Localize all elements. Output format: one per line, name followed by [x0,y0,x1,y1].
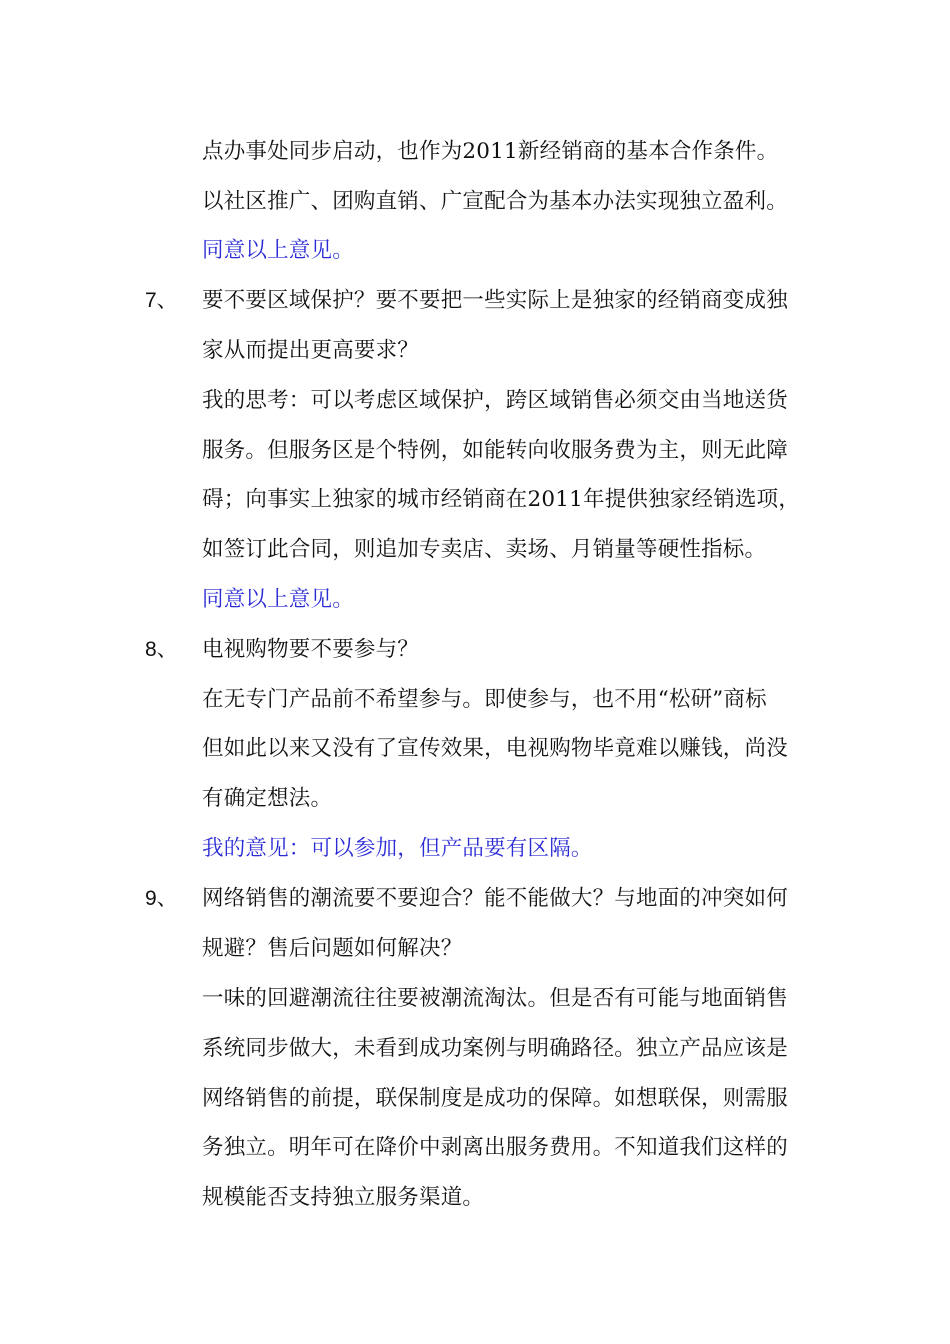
item-7-answer-line-2: 服务。但服务区是个特例，如能转向收服务费为主，则无此障 [202,438,788,463]
item-9-number: 9、 [145,887,178,910]
item-7-question-line-1: 要不要区域保护？要不要把一些实际上是独家的经销商变成独 [202,288,788,313]
item-9-answer-line-1: 一味的回避潮流往往要被潮流淘汰。但是否有可能与地面销售 [202,986,788,1011]
item-7-question-line-2: 家从而提出更高要求？ [202,338,420,363]
intro-line-2: 以社区推广、团购直销、广宣配合为基本办法实现独立盈利。 [202,189,788,214]
item-8-number: 8、 [145,638,178,661]
intro-agreement-note: 同意以上意见。 [202,238,354,263]
item-9-answer-line-5: 规模能否支持独立服务渠道。 [202,1185,485,1210]
item-8-answer-line-3: 有确定想法。 [202,786,333,811]
item-9-answer-line-3: 网络销售的前提，联保制度是成功的保障。如想联保，则需服 [202,1086,788,1111]
item-7-agreement-note: 同意以上意见。 [202,587,354,612]
item-7-number: 7、 [145,289,178,312]
item-8-opinion-note: 我的意见：可以参加，但产品要有区隔。 [202,836,593,861]
item-9-answer-line-4: 务独立。明年可在降价中剥离出服务费用。不知道我们这样的 [202,1135,788,1160]
item-9-question-line-1: 网络销售的潮流要不要迎合？能不能做大？与地面的冲突如何 [202,886,788,911]
item-9-question-line-2: 规避？售后问题如何解决？ [202,936,463,961]
item-8-question-line-1: 电视购物要不要参与？ [202,637,420,662]
intro-line-1: 点办事处同步启动，也作为2011新经销商的基本合作条件。 [202,139,779,164]
item-8-answer-line-2: 但如此以来又没有了宣传效果，电视购物毕竟难以赚钱，尚没 [202,736,788,761]
item-7-answer-line-3: 碍；向事实上独家的城市经销商在2011年提供独家经销选项， [202,487,801,512]
item-8-answer-line-1: 在无专门产品前不希望参与。即使参与，也不用“松研”商标 [202,687,767,712]
item-7-answer-line-1: 我的思考：可以考虑区域保护，跨区域销售必须交由当地送货 [202,388,788,413]
item-7-answer-line-4: 如签订此合同，则追加专卖店、卖场、月销量等硬性指标。 [202,537,767,562]
item-9-answer-line-2: 系统同步做大，未看到成功案例与明确路径。独立产品应该是 [202,1036,788,1061]
